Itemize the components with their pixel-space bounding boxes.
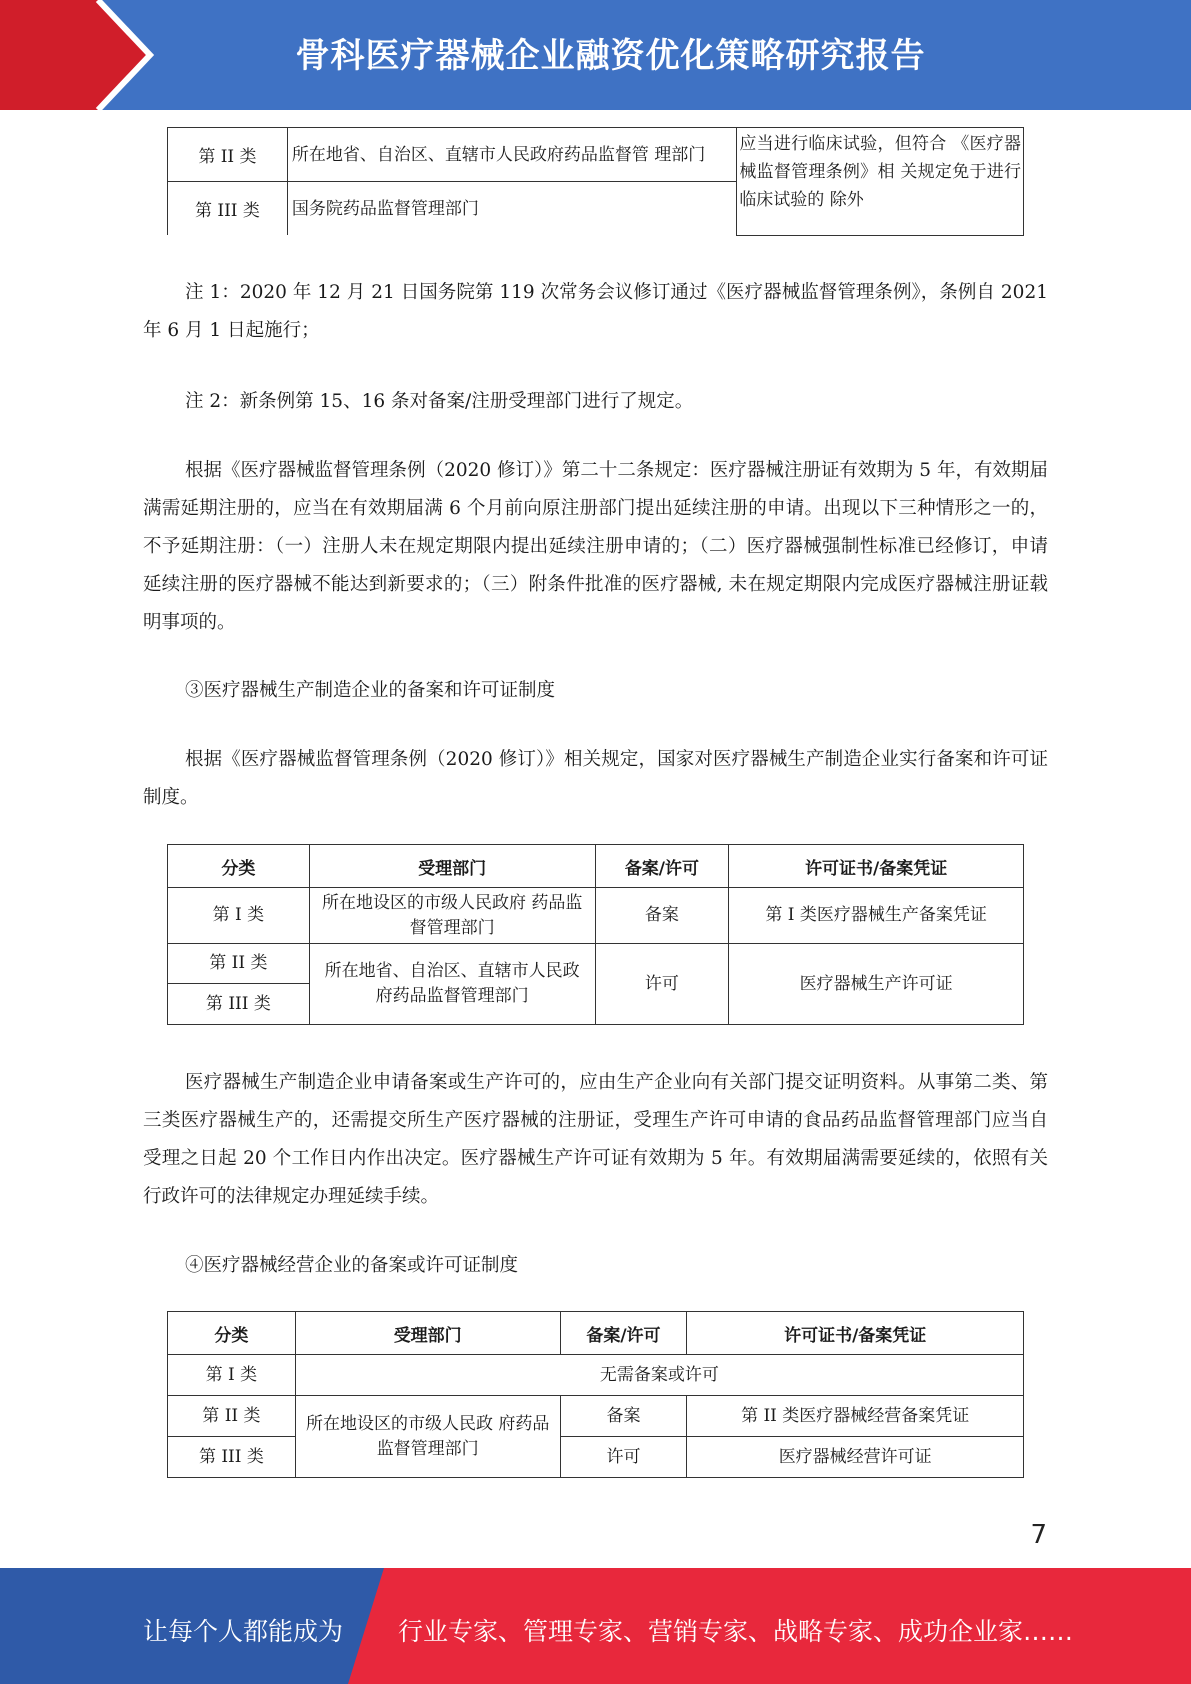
table-header-row (168, 1312, 1024, 1355)
table-row (168, 128, 1024, 182)
distribution-license-table (167, 1311, 1024, 1478)
table-row (168, 1355, 1024, 1396)
category-cell: 第 III 类 (168, 1437, 296, 1478)
cert-cell: 第 I 类医疗器械生产备案凭证 (729, 888, 1024, 944)
department-cell: 所在地省、自治区、直辖市人民政府药品监督管 理部门 (287, 128, 736, 182)
type-cell: 许可 (560, 1437, 687, 1478)
column-header: 备案/许可 (560, 1312, 687, 1355)
table-header-row (168, 845, 1024, 888)
column-header: 许可证书/备案凭证 (729, 845, 1024, 888)
category-cell: 第 I 类 (168, 1355, 296, 1396)
category-cell: 第 II 类 (168, 944, 310, 984)
production-license-table (167, 844, 1024, 1025)
footer-slogan-left: 让每个人都能成为 (143, 1617, 344, 1646)
department-cell: 国务院药品监督管理部门 (287, 182, 736, 236)
column-header: 分类 (168, 845, 310, 888)
category-cell: 第 II 类 (168, 128, 288, 182)
note-2: 注 2：新条例第 15、16 条对备案/注册受理部门进行了规定。 (185, 391, 694, 412)
type-cell: 备案 (560, 1396, 687, 1437)
clinical-trial-note-cell: 应当进行临床试验，但符合 《医疗器械监督管理条例》相 关规定免于进行临床试验的 除外 (737, 128, 1024, 236)
column-header: 备案/许可 (595, 845, 729, 888)
column-header: 受理部门 (295, 1312, 560, 1355)
cert-cell: 医疗器械生产许可证 (729, 944, 1024, 1025)
cert-cell: 医疗器械经营许可证 (687, 1437, 1024, 1478)
table-row (168, 1396, 1024, 1437)
table-row (168, 944, 1024, 984)
note-1: 注 1：2020 年 12 月 21 日国务院第 119 次常务会议修订通过《医疗器械监督管理条例》，条例自 2021 年 6 月 1 日起施行； (143, 282, 1048, 341)
column-header: 分类 (168, 1312, 296, 1355)
registration-table-continued (167, 127, 1024, 236)
page-number: 7 (1030, 1520, 1047, 1550)
no-license-cell: 无需备案或许可 (295, 1355, 1023, 1396)
department-cell: 所在地设区的市级人民政 府药品监督管理部门 (295, 1396, 560, 1478)
category-cell: 第 II 类 (168, 1396, 296, 1437)
type-cell: 备案 (595, 888, 729, 944)
department-cell: 所在地设区的市级人民政府 药品监督管理部门 (309, 888, 595, 944)
cert-cell: 第 II 类医疗器械经营备案凭证 (687, 1396, 1024, 1437)
category-cell: 第 III 类 (168, 984, 310, 1025)
page-header (0, 0, 1191, 110)
registration-validity-paragraph: 根据《医疗器械监督管理条例（2020 修订）》第二十二条规定：医疗器械注册证有效期为 5 年，有效期届满需延期注册的，应当在有效期届满 6 个月前向原注册部门提出延续注册的申请。出现以下三种情形之一的，不予延期注册：（一）注册人未在规定期限内提出延续注册申请的；（二）医疗器械强制性标准已经修订，申请延续注册的医疗器械不能达到新要求的；（三）附条件批准的医疗器械, 未在规定期限内完成医疗器械注册证载明事项的。 (143, 460, 1048, 633)
section-heading-4: ④医疗器械经营企业的备案或许可证制度 (185, 1255, 519, 1276)
type-cell: 许可 (595, 944, 729, 1025)
department-cell: 所在地省、自治区、直辖市人民政府药品监督管理部门 (309, 944, 595, 1025)
page-footer (0, 1568, 1191, 1684)
column-header: 许可证书/备案凭证 (687, 1312, 1024, 1355)
table-row (168, 888, 1024, 944)
production-system-paragraph: 根据《医疗器械监督管理条例（2020 修订）》相关规定，国家对医疗器械生产制造企业实行备案和许可证制度。 (143, 749, 1048, 808)
category-cell: 第 III 类 (168, 182, 288, 236)
report-title: 骨科医疗器械企业融资优化策略研究报告 (295, 36, 926, 76)
column-header: 受理部门 (309, 845, 595, 888)
category-cell: 第 I 类 (168, 888, 310, 944)
footer-slogan-right: 行业专家、管理专家、营销专家、战略专家、成功企业家…… (398, 1617, 1074, 1646)
production-application-paragraph: 医疗器械生产制造企业申请备案或生产许可的，应由生产企业向有关部门提交证明资料。从事第二类、第三类医疗器械生产的，还需提交所生产医疗器械的注册证，受理生产许可申请的食品药品监督管理部门应当自受理之日起 20 个工作日内作出决定。医疗器械生产许可证有效期为 5 年。有效期届满需要延续的，依照有关行政许可的法律规定办理延续手续。 (143, 1072, 1048, 1207)
section-heading-3: ③医疗器械生产制造企业的备案和许可证制度 (185, 680, 556, 701)
